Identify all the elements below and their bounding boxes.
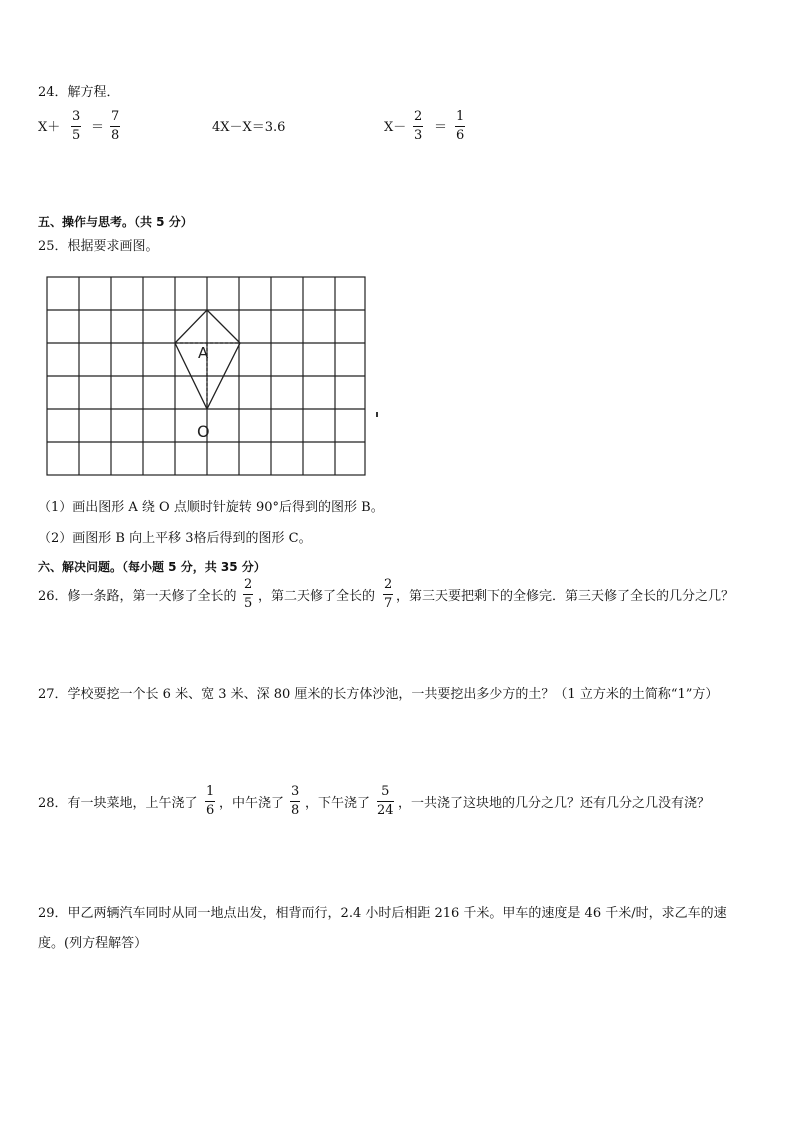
section-6-heading: 六、解决问题。（每小题 5 分，共 35 分） — [38, 560, 266, 574]
numerator: 1 — [456, 109, 465, 124]
denominator: 6 — [206, 803, 215, 818]
eq1-fraction-right — [110, 109, 120, 144]
q28-text-3: ，下午浇了 — [305, 796, 371, 811]
denominator: 8 — [291, 803, 300, 818]
q28-fraction-2 — [290, 784, 300, 819]
eq3-fraction-left — [413, 109, 423, 144]
q29-line-1: 29．甲乙两辆汽车同时从同一地点出发，相背而行，2.4 小时后相距 216 千米。甲车的速度是 46 千米/时，求乙车的速 — [38, 906, 727, 921]
denominator: 5 — [244, 596, 253, 611]
numerator: 7 — [111, 109, 120, 124]
q28-fraction-1 — [205, 784, 215, 819]
label-a: A — [198, 344, 209, 362]
q26-fraction-1 — [243, 577, 253, 612]
q28-text-2: ，中午浇了 — [219, 796, 285, 811]
grid-figure — [44, 268, 370, 480]
q28-fraction-3 — [377, 784, 394, 819]
question-27: 27．学校要挖一个长 6 米、宽 3 米、深 80 厘米的长方体沙池，一共要挖出多少方的土？（1 立方米的土简称“1”方） — [38, 687, 719, 702]
denominator: 24 — [377, 803, 394, 818]
numerator: 3 — [291, 784, 300, 799]
q25-part1: （1）画出图形 A 绕 O 点顺时针旋转 90°后得到的图形 B。 — [38, 500, 384, 515]
q25-title: 25．根据要求画图。 — [38, 239, 159, 254]
denominator: 7 — [384, 596, 393, 611]
eq1-equals: ＝ — [91, 120, 105, 135]
numerator: 1 — [206, 784, 215, 799]
denominator: 8 — [111, 128, 120, 143]
q28-text-4: ，一共浇了这块地的几分之几？还有几分之几没有浇？ — [398, 796, 711, 811]
eq3-prefix: X－ — [384, 120, 407, 135]
denominator: 6 — [456, 128, 465, 143]
q26-text-1: 26．修一条路，第一天修了全长的 — [38, 589, 237, 604]
q26-text-2: ，第二天修了全长的 — [258, 589, 376, 604]
q26-fraction-2 — [383, 577, 393, 612]
numerator: 2 — [244, 577, 253, 592]
eq3-fraction-right — [455, 109, 465, 144]
stray-mark — [376, 412, 378, 417]
numerator: 2 — [414, 109, 423, 124]
eq1-prefix: X＋ — [38, 120, 61, 135]
denominator: 5 — [72, 128, 81, 143]
numerator: 2 — [384, 577, 393, 592]
equation-2: 4X－X＝3.6 — [212, 120, 286, 135]
numerator: 5 — [381, 784, 390, 799]
denominator: 3 — [414, 128, 423, 143]
q24-title: 24．解方程． — [38, 85, 120, 100]
q26-text-3: ，第三天要把剩下的全修完．第三天修了全长的几分之几？ — [396, 589, 735, 604]
eq3-equals: ＝ — [434, 120, 448, 135]
q25-part2: （2）画图形 B 向上平移 3格后得到的图形 C。 — [38, 531, 312, 546]
numerator: 3 — [72, 109, 81, 124]
eq1-fraction-left — [71, 109, 81, 144]
label-o: O — [197, 422, 210, 441]
q29-line-2: 度。(列方程解答） — [38, 936, 148, 951]
section-5-heading: 五、操作与思考。（共 5 分） — [38, 215, 193, 229]
q28-text-1: 28．有一块菜地，上午浇了 — [38, 796, 198, 811]
